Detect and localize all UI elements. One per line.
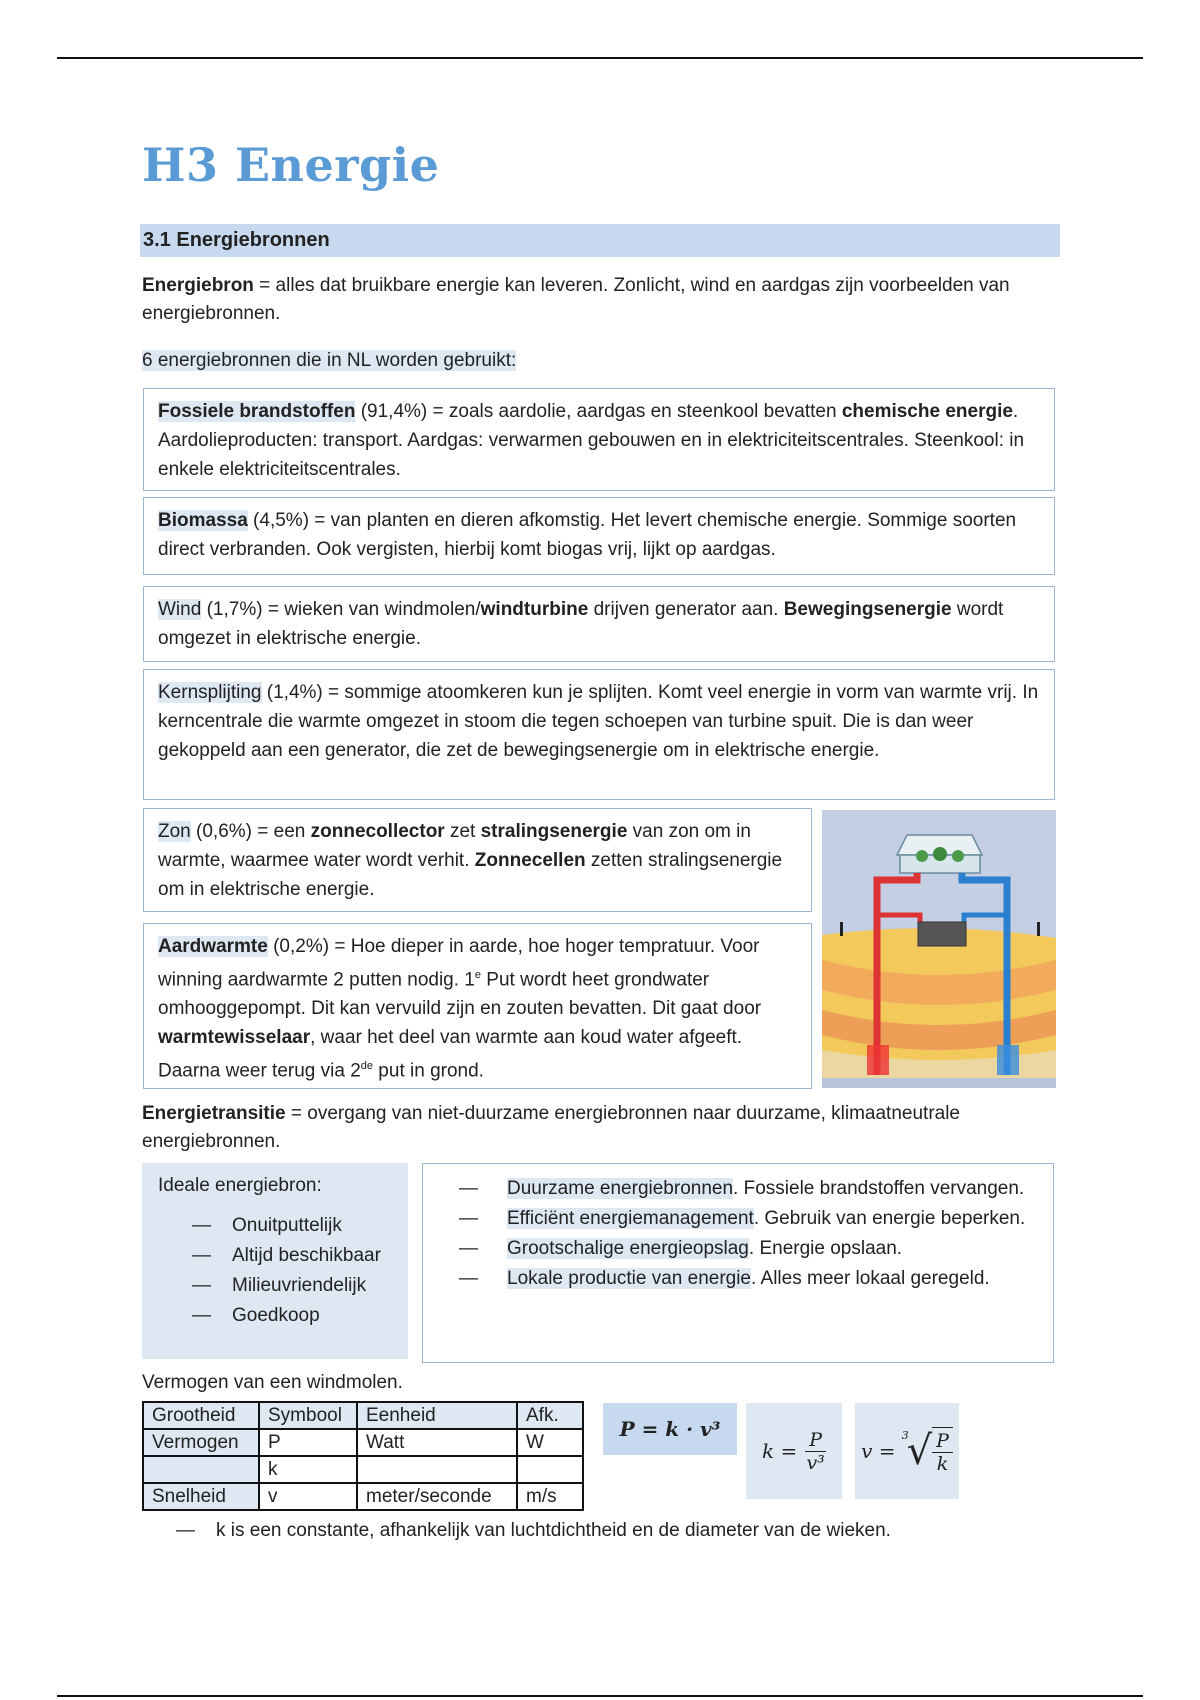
table-header: Afk. xyxy=(517,1402,583,1429)
list-item-highlight: Duurzame energiebronnen xyxy=(507,1178,734,1199)
geo-text-1: (0,2%) = Hoe dieper in aarde, hoe hoger tempratuur. Voor winning aardwarmte 2 putten nodig. 1 xyxy=(158,936,760,991)
list-item: — Milieuvriendelijk xyxy=(158,1271,392,1301)
wind-bold-1: windturbine xyxy=(480,599,589,620)
fossil-text-1: (91,4%) = zoals aardolie, aardgas en steenkool bevatten xyxy=(355,401,842,422)
source-box-geothermal xyxy=(143,923,812,1089)
table-cell: W xyxy=(517,1429,583,1456)
table-header: Grootheid xyxy=(143,1402,259,1429)
sun-text-4: zetten stralingsenergie om in elektrische energie. xyxy=(158,850,783,900)
formula-v-root-index: 3 xyxy=(901,1429,909,1442)
fossil-text-2: . Aardolieproducten: transport. Aardgas: verwarmen gebouwen en in elektriciteitscentrales. Steenkool: in enkele elektriciteitscentrales. xyxy=(158,401,1025,480)
table-cell xyxy=(143,1456,259,1483)
geo-text-4: put in grond. xyxy=(373,1060,484,1082)
formula-v-lhs: v = xyxy=(861,1439,896,1463)
formula-v-den: k xyxy=(936,1453,949,1475)
geo-sup-2: de xyxy=(360,1060,374,1073)
constant-note xyxy=(180,1518,891,1544)
source-box-biomass xyxy=(143,497,1055,575)
list-item: — Goedkoop xyxy=(158,1301,392,1331)
geo-text-2: Put wordt heet grondwater omhooggepompt. Dit kan vervuild zijn en zouten bevatten. Dit gaat door xyxy=(158,969,762,1020)
sources-heading-text: 6 energiebronnen die in NL worden gebruikt: xyxy=(142,350,517,371)
fossil-term: Fossiele brandstoffen xyxy=(158,401,356,422)
transition-term: Energietransitie xyxy=(142,1103,286,1124)
table-cell: P xyxy=(259,1429,357,1456)
sun-bold-1: zonnecollector xyxy=(310,821,445,842)
source-box-wind xyxy=(143,586,1055,662)
list-item-highlight: Lokale productie van energie xyxy=(507,1268,752,1289)
transition-paragraph xyxy=(142,1100,1042,1156)
biomass-term: Biomassa xyxy=(158,510,248,531)
source-box-nuclear xyxy=(143,669,1055,800)
formula-k-lhs: k = xyxy=(761,1439,798,1463)
bottom-rule xyxy=(57,1695,1143,1697)
transition-measures-box xyxy=(422,1163,1054,1363)
intro-term: Energiebron xyxy=(142,275,254,296)
intro-paragraph xyxy=(142,272,1042,328)
intro-text: = alles dat bruikbare energie kan leveren. Zonlicht, wind en aardgas zijn voorbeelden van energiebronnen. xyxy=(142,275,1010,324)
transition-list xyxy=(507,1174,1039,1294)
list-item: — Altijd beschikbaar xyxy=(158,1241,392,1271)
ideal-source-box xyxy=(142,1163,408,1359)
wind-term: Wind xyxy=(158,599,202,620)
page-title: H3 Energie xyxy=(142,138,440,192)
sun-bold-2: stralingsenergie xyxy=(480,821,628,842)
table-row xyxy=(143,1483,583,1510)
table-cell xyxy=(357,1456,517,1483)
list-item xyxy=(507,1204,1039,1234)
table-cell: Watt xyxy=(357,1429,517,1456)
sun-text-1: (0,6%) = een xyxy=(190,821,311,842)
sun-text-2: zet xyxy=(444,821,481,842)
windmill-table xyxy=(142,1401,584,1511)
formula-power-text: P = k · v³ xyxy=(619,1417,721,1441)
top-rule xyxy=(57,57,1143,59)
table-row xyxy=(143,1456,583,1483)
sources-heading xyxy=(142,347,516,375)
geo-text-3: , waar het deel van warmte aan koud water afgeeft. Daarna weer terug via 2 xyxy=(158,1027,743,1082)
source-box-fossil xyxy=(143,388,1055,491)
table-cell: v xyxy=(259,1483,357,1510)
table-cell: Vermogen xyxy=(143,1429,259,1456)
windmill-heading: Vermogen van een windmolen. xyxy=(142,1372,403,1393)
formula-v xyxy=(855,1403,959,1499)
list-item-text: . Energie opslaan. xyxy=(748,1238,903,1259)
formula-v-fraction xyxy=(932,1427,953,1475)
table-header: Symbool xyxy=(259,1402,357,1429)
ideal-heading: Ideale energiebron: xyxy=(158,1175,322,1196)
table-cell: k xyxy=(259,1456,357,1483)
table-cell: m/s xyxy=(517,1483,583,1510)
wind-text-2: drijven generator aan. xyxy=(588,599,784,620)
wind-text-3: wordt omgezet in elektrische energie. xyxy=(158,599,1004,649)
table-row xyxy=(143,1429,583,1456)
list-item xyxy=(507,1174,1039,1204)
greenhouse-icon xyxy=(897,835,982,873)
biomass-text: (4,5%) = van planten en dieren afkomstig. Het levert chemische energie. Sommige soorten direct verbranden. Ook vergisten, hierbij komt biogas vrij, lijkt op aardgas. xyxy=(158,510,1017,560)
formula-power xyxy=(603,1403,737,1455)
table-cell: meter/seconde xyxy=(357,1483,517,1510)
table-cell xyxy=(517,1456,583,1483)
nuclear-term: Kernsplijting xyxy=(158,682,262,703)
geothermal-diagram xyxy=(822,810,1056,1088)
formula-k xyxy=(746,1403,842,1499)
list-item-highlight: Grootschalige energieopslag xyxy=(507,1238,749,1259)
table-header: Eenheid xyxy=(357,1402,517,1429)
geo-term: Aardwarmte xyxy=(158,936,268,957)
transition-text: = overgang van niet-duurzame energiebronnen naar duurzame, klimaatneutrale energiebronnen. xyxy=(142,1103,960,1152)
geo-sup-1: e xyxy=(474,969,481,981)
fossil-bold-1: chemische energie xyxy=(841,401,1013,422)
formula-k-fraction xyxy=(805,1429,826,1474)
section-heading: 3.1 Energiebronnen xyxy=(140,224,1060,257)
list-item-text: . Gebruik van energie beperken. xyxy=(753,1208,1026,1229)
geo-bold-1: warmtewisselaar xyxy=(158,1027,311,1049)
formula-k-num: P xyxy=(805,1429,826,1452)
sun-text-3: van zon om in warmte, waarmee water wordt verhit. xyxy=(158,821,751,871)
sun-bold-3: Zonnecellen xyxy=(474,850,586,871)
list-item xyxy=(507,1234,1039,1264)
wind-bold-2: Bewegingsenergie xyxy=(783,599,952,620)
formula-v-num: P xyxy=(932,1430,953,1453)
table-header-row xyxy=(143,1402,583,1429)
wind-text-1: (1,7%) = wieken van windmolen/ xyxy=(201,599,481,620)
source-box-sun xyxy=(143,808,812,912)
constant-note-text: k is een constante, afhankelijk van luchtdichtheid en de diameter van de wieken. xyxy=(216,1520,891,1541)
ideal-list xyxy=(158,1211,392,1331)
root-sign-icon: √ xyxy=(906,1428,933,1474)
nuclear-text: (1,4%) = sommige atoomkeren kun je splijten. Komt veel energie in vorm van warmte vrij. In kerncentrale die warmte omgezet in stoom die tegen schoepen van turbine spuit. Die is dan weer gekoppeld aan een generator, die zet de bewegingsenergie om in elektrische energie. xyxy=(158,682,1039,761)
list-item-text: . Fossiele brandstoffen vervangen. xyxy=(733,1178,1025,1199)
list-item-highlight: Efficiënt energiemanagement xyxy=(507,1208,754,1229)
list-item xyxy=(507,1264,1039,1294)
table-cell: Snelheid xyxy=(143,1483,259,1510)
formula-k-den: v³ xyxy=(806,1451,825,1474)
list-item-text: . Alles meer lokaal geregeld. xyxy=(751,1268,990,1289)
sun-term: Zon xyxy=(158,821,191,842)
list-item: — Onuitputtelijk xyxy=(158,1211,392,1241)
